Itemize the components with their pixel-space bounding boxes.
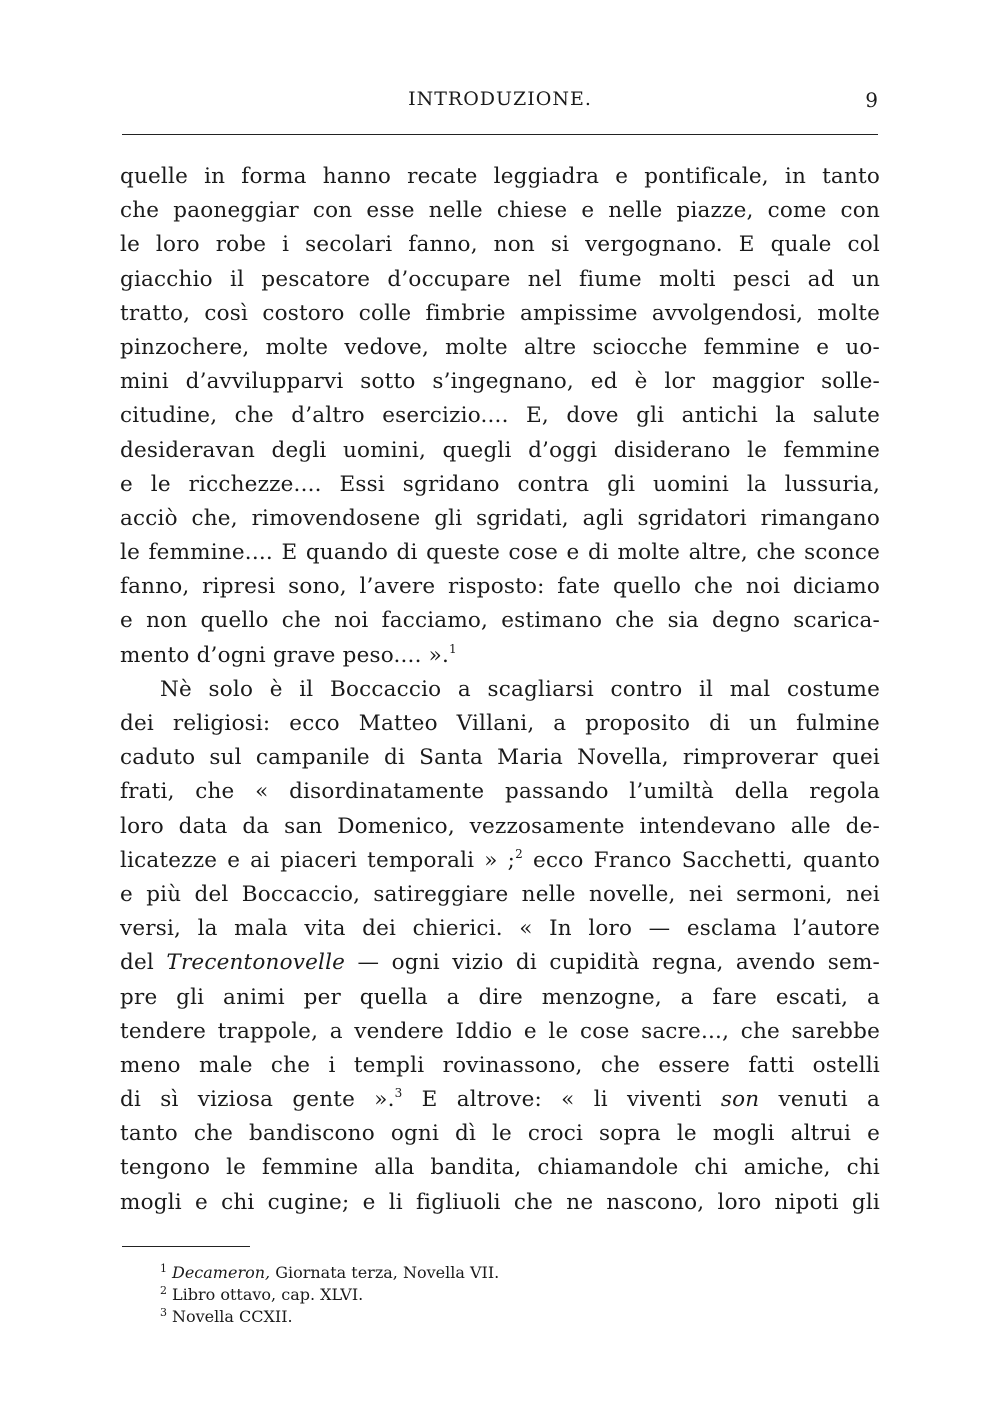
text-line: frati, che « disordinatamente passando l’umiltà della regola	[120, 779, 880, 805]
text-line: giacchio il pescatore d’occupare nel fiume molti pesci ad un	[120, 266, 880, 292]
footnote-text: Giornata terza, Novella VII.	[270, 1263, 500, 1282]
text-line: e non quello che noi facciamo, estimano che sia degno scarica-	[120, 608, 880, 634]
page-number: 9	[865, 88, 878, 112]
footnotes	[160, 1262, 860, 1328]
text-line: desideravan degli uomini, quegli d’oggi disiderano le femmine	[120, 437, 880, 463]
footnote-3: 3 Novella CCXII.	[160, 1306, 293, 1326]
text-line: versi, la mala vita dei chierici. « In loro — esclama l’autore	[120, 916, 880, 942]
footnote-ref[interactable]: 2	[515, 846, 523, 861]
text-line: caduto sul campanile di Santa Maria Novella, rimproverar quei	[120, 745, 880, 771]
line-text: E altrove: « li viventi	[402, 1087, 721, 1113]
footnote-1: 1 Decameron, Giornata terza, Novella VII.	[160, 1262, 500, 1282]
body-text	[120, 160, 880, 1220]
italic-word: son	[720, 1087, 760, 1113]
footnote-italic: Decameron,	[172, 1263, 271, 1282]
footnote-ref[interactable]: 1	[449, 641, 457, 656]
header-rule	[122, 134, 878, 135]
text-line: tratto, così costoro colle fimbrie ampissime avvolgendosi, molte	[120, 300, 880, 326]
text-line: e le ricchezze.... Essi sgridano contra gli uomini la lussuria,	[120, 471, 880, 497]
line-text: del	[120, 950, 167, 976]
text-line: tanto che bandiscono ogni dì le croci sopra le mogli altrui e	[120, 1121, 880, 1147]
text-line: tengono le femmine alla bandita, chiamandole chi amiche, chi	[120, 1155, 880, 1181]
text-line: e più del Boccaccio, satireggiare nelle novelle, nei sermoni, nei	[120, 881, 880, 907]
footnote-text: Libro ottavo, cap. XLVI.	[172, 1285, 364, 1304]
text-line: tendere trappole, a vendere Iddio e le cose sacre..., che sarebbe	[120, 1018, 880, 1044]
text-line: acciò che, rimovendosene gli sgridati, agli sgridatori rimangano	[120, 505, 880, 531]
line-text: venuti a	[759, 1087, 880, 1113]
text-line: che paoneggiar con esse nelle chiese e nelle piazze, come con	[120, 198, 880, 224]
text-line: dei religiosi: ecco Matteo Villani, a proposito di un fulmine	[120, 711, 880, 736]
line-text: — ogni vizio di cupidità regna, avendo sem-	[345, 950, 880, 976]
text-line: citudine, che d’altro esercizio.... E, dove gli antichi la salute	[120, 403, 880, 429]
footnote-2: 2 Libro ottavo, cap. XLVI.	[160, 1284, 364, 1304]
running-head	[120, 88, 880, 116]
text-line: loro data da san Domenico, vezzosamente intendevano alle de-	[120, 813, 880, 839]
text-line	[120, 844, 880, 878]
text-line	[120, 1083, 880, 1117]
text-line: quelle in forma hanno recate leggiadra e pontificale, in tanto	[120, 164, 880, 189]
text-line: fanno, ripresi sono, l’avere risposto: fate quello che noi diciamo	[120, 574, 880, 600]
text-line: mini d’avvilupparvi sotto s’ingegnano, ed è lor maggior solle-	[120, 369, 880, 395]
text-line: Nè solo è il Boccaccio a scagliarsi contro il mal costume	[160, 676, 880, 702]
line-text: ecco Franco Sacchetti, quanto	[522, 847, 880, 873]
text-line: meno male che i templi rovinassono, che essere fatti ostelli	[120, 1052, 880, 1078]
italic-title: Trecentonovelle	[166, 950, 346, 976]
footnote-ref[interactable]: 3	[394, 1086, 403, 1101]
text-line	[120, 639, 880, 673]
text-line: pinzochere, molte vedove, molte altre sciocche femmine e uo-	[120, 334, 880, 360]
footnote-rule	[122, 1246, 250, 1247]
text-line: mogli e chi cugine; e li figliuoli che ne nascono, loro nipoti gli	[120, 1189, 880, 1215]
text-line	[120, 946, 880, 980]
text-line: pre gli animi per quella a dire menzogne, a fare escati, a	[120, 984, 880, 1010]
text-line: le loro robe i secolari fanno, non si vergognano. E quale col	[120, 232, 880, 258]
line-text: licatezze e ai piaceri temporali » ;	[120, 847, 516, 873]
line-text: mento d’ogni grave peso.... ».	[120, 642, 450, 668]
footnote-text: Novella CCXII.	[172, 1307, 293, 1326]
running-title: INTRODUZIONE.	[408, 88, 592, 110]
line-text: di sì viziosa gente ».	[120, 1087, 395, 1113]
text-line: le femmine.... E quando di queste cose e di molte altre, che sconce	[120, 540, 880, 566]
